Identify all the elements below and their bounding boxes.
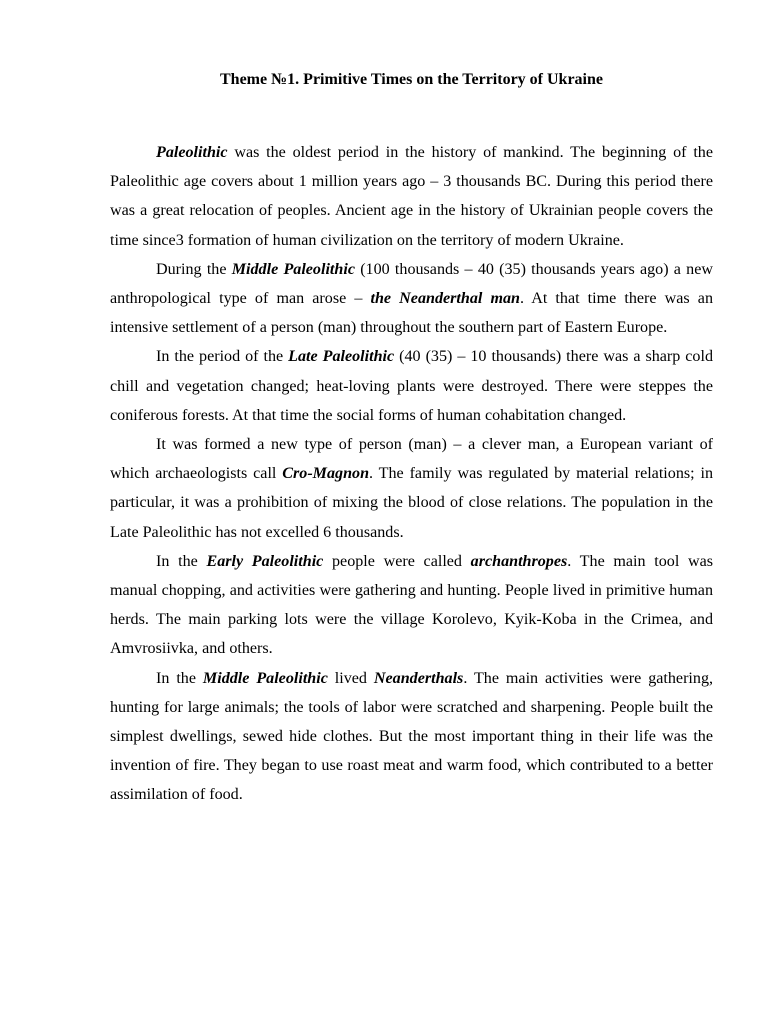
document-title: Theme №1. Primitive Times on the Territory of Ukraine — [220, 71, 603, 88]
paragraph-text: During the — [156, 260, 232, 278]
emphasized-term: Late Paleolithic — [288, 348, 395, 366]
paragraph-text: (40 (35) – 10 thousands) there was a sharp cold chill and vegetation changed; heat-loving plants were destroyed. There were steppes the coniferous forests. At that time the social forms of human cohabitation changed. — [110, 348, 713, 424]
paragraph-text: In the period of the — [156, 348, 289, 366]
paragraph-text: was the oldest period in the history of mankind. The beginning of the Paleolithic age covers about 1 million years ago – 3 thousands BC. During this period there was a great relocation of peoples. Ancient age in the history of Ukrainian people covers the time since3 formation of human civilization on the territory of modern Ukraine. — [110, 144, 713, 249]
paragraph-text: In the — [156, 552, 207, 570]
emphasized-term: Middle Paleolithic — [231, 260, 355, 278]
paragraph-3 — [110, 342, 713, 430]
emphasized-term: Early Paleolithic — [206, 552, 324, 570]
paragraph-1 — [110, 138, 713, 255]
paragraph-text: . The main tool was manual chopping, and activities were gathering and hunting. People lived in primitive human herds. The main parking lots were the village Korolevo, Kyik-Koba in the Crimea, and Amvrosiivka, and others. — [110, 552, 714, 658]
emphasized-term: Middle Paleolithic — [202, 669, 328, 687]
paragraph-text: In the — [156, 669, 203, 687]
emphasized-term: Neanderthals — [373, 669, 464, 687]
paragraph-text: . At that time there was an intensive settlement of a person (man) throughout the southern part of Eastern Europe. — [110, 290, 713, 337]
paragraph-4 — [110, 430, 713, 547]
emphasized-term: Cro-Magnon — [282, 465, 370, 483]
document-body — [110, 138, 713, 810]
paragraph-text: lived — [327, 669, 374, 687]
paragraph-5 — [110, 547, 713, 664]
paragraph-text: . The main activities were gathering, hunting for large animals; the tools of labor were scratched and sharpening. People built the simplest dwellings, sewed hide clothes. But the most important thing in their life was the invention of fire. They began to use roast meat and warm food, which contributed to a better assimilation of food. — [110, 669, 714, 804]
paragraph-text: . The family was regulated by material relations; in particular, it was a prohibition of mixing the blood of close relations. The population in the Late Paleolithic has not excelled 6 thousands. — [110, 465, 713, 541]
paragraph-6 — [110, 664, 713, 810]
paragraph-text: It was formed a new type of person (man) – a clever man, a European variant of which archaeologists call — [110, 436, 713, 483]
paragraph-text: (100 thousands – 40 (35) thousands years ago) a new anthropological type of man arose – — [110, 260, 713, 308]
emphasized-term: archanthropes — [470, 552, 568, 570]
emphasized-term: Paleolithic — [156, 144, 228, 161]
paragraph-text: people were called — [323, 552, 471, 570]
paragraph-2 — [110, 255, 713, 343]
emphasized-term: the Neanderthal man — [370, 290, 520, 308]
